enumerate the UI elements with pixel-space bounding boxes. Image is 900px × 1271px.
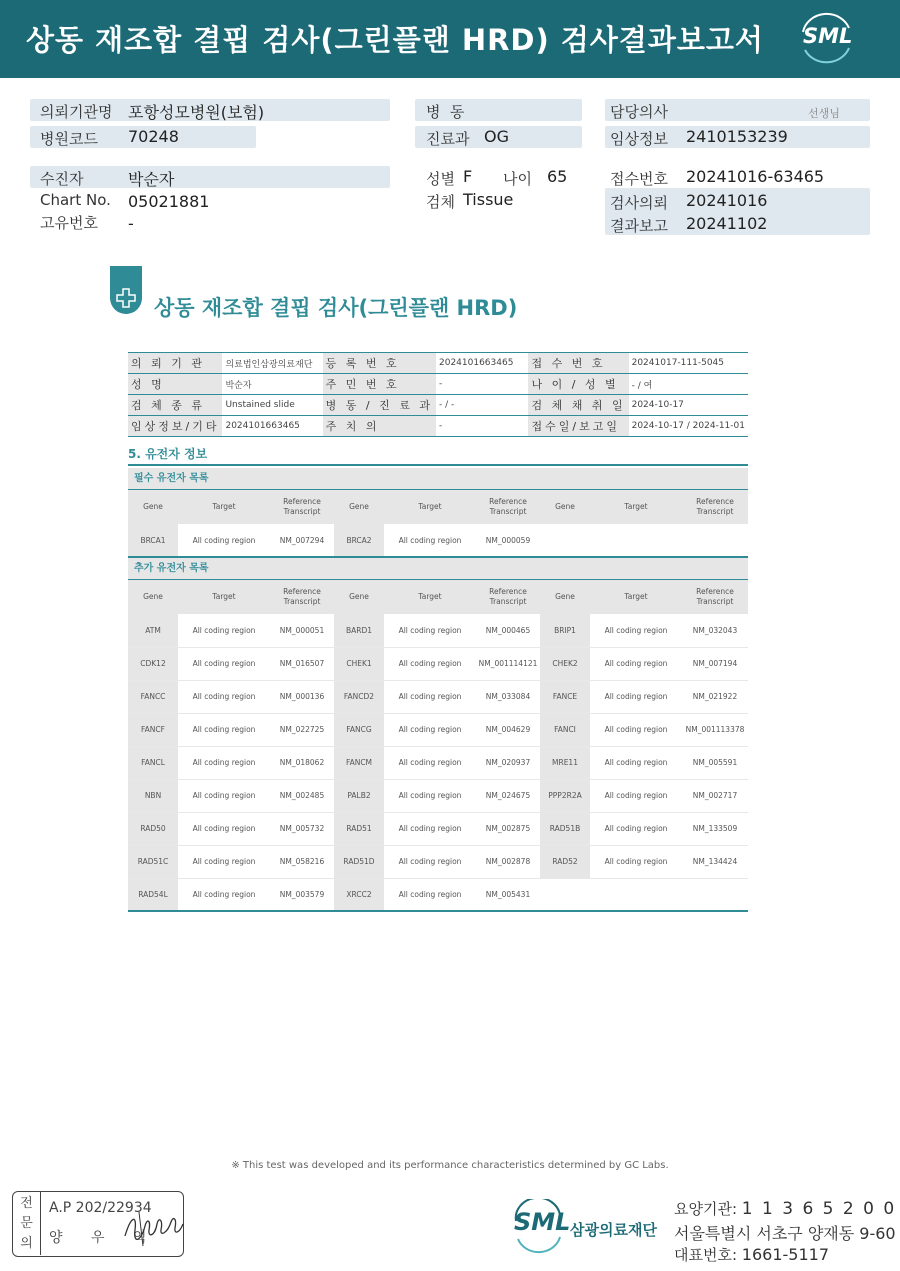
gene-transcript: NM_007194 bbox=[682, 647, 748, 680]
gene-target: All coding region bbox=[178, 614, 270, 647]
gene-table-header-row bbox=[128, 580, 748, 614]
meta-key: 검 체 채 취 일 bbox=[528, 395, 628, 416]
institution-label: 의뢰기관명 bbox=[40, 103, 113, 121]
meta-row bbox=[128, 416, 748, 437]
gene-name: RAD51 bbox=[334, 812, 384, 845]
gene-row bbox=[128, 878, 748, 911]
required-genes-table bbox=[128, 490, 748, 558]
chart-no-value: 05021881 bbox=[128, 192, 210, 211]
gene-target: All coding region bbox=[590, 713, 682, 746]
meta-key: 병 동 / 진 료 과 bbox=[323, 395, 436, 416]
sml-logo-text: SML bbox=[803, 24, 853, 48]
gene-target: All coding region bbox=[590, 614, 682, 647]
section-badge bbox=[110, 266, 142, 314]
gene-target: All coding region bbox=[590, 680, 682, 713]
sex-value: F bbox=[463, 167, 473, 186]
report-meta-table bbox=[128, 352, 748, 437]
section-title: 상동 재조합 결핍 검사(그린플랜 HRD) bbox=[154, 296, 518, 320]
gene-target: All coding region bbox=[384, 680, 476, 713]
gene-target: All coding region bbox=[384, 713, 476, 746]
gene-target bbox=[590, 878, 682, 911]
meta-key: 성 명 bbox=[128, 374, 222, 395]
gene-name: FANCF bbox=[128, 713, 178, 746]
meta-value: - bbox=[436, 416, 528, 437]
meta-key: 나 이 / 성 별 bbox=[528, 374, 628, 395]
meta-value: - / 여 bbox=[629, 374, 748, 395]
gene-target: All coding region bbox=[590, 746, 682, 779]
gene-target: All coding region bbox=[178, 845, 270, 878]
gene-name: RAD50 bbox=[128, 812, 178, 845]
clinical-info-label: 임상정보 bbox=[610, 130, 668, 148]
gene-name: BARD1 bbox=[334, 614, 384, 647]
receipt-no-value: 20241016-63465 bbox=[686, 167, 825, 186]
gene-name: PALB2 bbox=[334, 779, 384, 812]
gene-name: BRIP1 bbox=[540, 614, 590, 647]
gene-transcript: NM_005431 bbox=[476, 878, 540, 911]
gene-target: All coding region bbox=[178, 680, 270, 713]
gene-name: BRCA2 bbox=[334, 524, 384, 557]
institution-no-line bbox=[674, 1198, 896, 1219]
age-label: 나이 bbox=[503, 170, 532, 188]
gene-transcript: NM_002875 bbox=[476, 812, 540, 845]
gene-row bbox=[128, 524, 748, 557]
gene-row bbox=[128, 713, 748, 746]
request-date-label: 검사의뢰 bbox=[610, 194, 668, 212]
gene-transcript: NM_002717 bbox=[682, 779, 748, 812]
signature-icon bbox=[121, 1206, 185, 1250]
gene-target: All coding region bbox=[178, 647, 270, 680]
doctor-label: 담당의사 bbox=[610, 103, 668, 121]
report-header-bar bbox=[0, 0, 900, 78]
meta-key: 의 뢰 기 관 bbox=[128, 353, 222, 374]
gene-target: All coding region bbox=[384, 845, 476, 878]
gene-transcript: NM_005732 bbox=[270, 812, 334, 845]
address: 서울특별시 서초구 양재동 9-60 bbox=[674, 1224, 896, 1243]
gene-transcript: NM_007294 bbox=[270, 524, 334, 557]
department-value: OG bbox=[484, 127, 509, 146]
meta-value: - bbox=[436, 374, 528, 395]
institution-value: 포항성모병원(보험) bbox=[128, 103, 265, 122]
meta-key: 주 치 의 bbox=[323, 416, 436, 437]
gene-target: All coding region bbox=[178, 779, 270, 812]
meta-key: 주 민 번 호 bbox=[323, 374, 436, 395]
column-header: Gene bbox=[128, 490, 178, 524]
gene-transcript: NM_134424 bbox=[682, 845, 748, 878]
stamp-side-char: 전 bbox=[20, 1196, 33, 1211]
gene-name: BRCA1 bbox=[128, 524, 178, 557]
gene-name: XRCC2 bbox=[334, 878, 384, 911]
hospital-code-label: 병원코드 bbox=[40, 130, 98, 148]
gene-row bbox=[128, 647, 748, 680]
column-header: Gene bbox=[334, 490, 384, 524]
clinical-info-value: 2410153239 bbox=[686, 127, 788, 146]
gene-name: RAD54L bbox=[128, 878, 178, 911]
gene-target: All coding region bbox=[178, 524, 270, 557]
meta-value: Unstained slide bbox=[222, 395, 322, 416]
gene-name: FANCC bbox=[128, 680, 178, 713]
report-date-label: 결과보고 bbox=[610, 217, 668, 235]
meta-row bbox=[128, 374, 748, 395]
gene-target: All coding region bbox=[590, 845, 682, 878]
ward-label: 병 동 bbox=[426, 103, 465, 121]
gene-transcript: NM_000465 bbox=[476, 614, 540, 647]
gene-transcript: NM_000059 bbox=[476, 524, 540, 557]
sml-footer-logo-text: SML bbox=[514, 1208, 571, 1236]
stamp-doctor-name: 양 우 익 bbox=[49, 1230, 159, 1246]
gene-name: PPP2R2A bbox=[540, 779, 590, 812]
gene-row bbox=[128, 680, 748, 713]
gene-transcript: NM_000136 bbox=[270, 680, 334, 713]
column-header: Target bbox=[178, 490, 270, 524]
gene-target: All coding region bbox=[590, 647, 682, 680]
gene-transcript: NM_033084 bbox=[476, 680, 540, 713]
gene-name: RAD51D bbox=[334, 845, 384, 878]
gene-transcript: NM_005591 bbox=[682, 746, 748, 779]
additional-genes-heading: 추가 유전자 목록 bbox=[128, 558, 748, 580]
gene-name bbox=[540, 524, 590, 557]
phone-label: 대표번호: bbox=[674, 1246, 742, 1264]
meta-key: 임상정보/기타 bbox=[128, 416, 222, 437]
gene-target: All coding region bbox=[384, 524, 476, 557]
gene-transcript: NM_018062 bbox=[270, 746, 334, 779]
column-header: Gene bbox=[334, 580, 384, 614]
gene-name: MRE11 bbox=[540, 746, 590, 779]
gene-name: FANCM bbox=[334, 746, 384, 779]
gene-name: ATM bbox=[128, 614, 178, 647]
stamp-license-no: A.P 202/22934 bbox=[49, 1200, 152, 1216]
gene-name: CDK12 bbox=[128, 647, 178, 680]
gene-transcript: NM_002878 bbox=[476, 845, 540, 878]
institution-no-value: 1 1 3 6 5 2 0 0 bbox=[741, 1199, 897, 1219]
gene-name bbox=[540, 878, 590, 911]
strip-patient-name bbox=[30, 166, 390, 188]
foundation-name: 삼광의료재단 bbox=[570, 1221, 657, 1239]
gene-name: RAD51B bbox=[540, 812, 590, 845]
doctor-suffix: 선생님 bbox=[808, 107, 840, 120]
gene-name: FANCL bbox=[128, 746, 178, 779]
gene-target: All coding region bbox=[384, 878, 476, 911]
meta-key: 등 록 번 호 bbox=[323, 353, 436, 374]
pathologist-stamp bbox=[12, 1191, 184, 1257]
gene-row bbox=[128, 779, 748, 812]
gene-info-heading: 5. 유전자 정보 bbox=[128, 445, 748, 466]
gene-target: All coding region bbox=[178, 878, 270, 911]
gene-name: FANCE bbox=[540, 680, 590, 713]
gene-transcript: NM_022725 bbox=[270, 713, 334, 746]
meta-value: 2024-10-17 bbox=[629, 395, 748, 416]
report-date-value: 20241102 bbox=[686, 214, 768, 233]
gene-transcript: NM_002485 bbox=[270, 779, 334, 812]
specimen-label: 검체 bbox=[426, 193, 455, 211]
gene-target: All coding region bbox=[178, 713, 270, 746]
gene-transcript: NM_024675 bbox=[476, 779, 540, 812]
required-genes-heading: 필수 유전자 목록 bbox=[128, 468, 748, 490]
meta-value: 2024-10-17 / 2024-11-01 bbox=[629, 416, 748, 437]
column-header: Target bbox=[384, 490, 476, 524]
meta-value: 20241017-111-5045 bbox=[629, 353, 748, 374]
meta-key: 접 수 번 호 bbox=[528, 353, 628, 374]
gene-transcript: NM_003579 bbox=[270, 878, 334, 911]
gene-transcript: NM_004629 bbox=[476, 713, 540, 746]
meta-key: 접수일/보고일 bbox=[528, 416, 628, 437]
gene-name: FANCG bbox=[334, 713, 384, 746]
gene-transcript: NM_000051 bbox=[270, 614, 334, 647]
request-date-value: 20241016 bbox=[686, 191, 768, 210]
gene-transcript: NM_032043 bbox=[682, 614, 748, 647]
stamp-side-char: 의 bbox=[20, 1236, 33, 1251]
footnote: ※ This test was developed and its performance characteristics determined by GC Labs. bbox=[231, 1160, 669, 1171]
meta-key: 검 체 종 류 bbox=[128, 395, 222, 416]
sex-label: 성별 bbox=[426, 170, 455, 188]
gene-transcript: NM_021922 bbox=[682, 680, 748, 713]
gene-name: FANCI bbox=[540, 713, 590, 746]
patient-name-label: 수진자 bbox=[40, 170, 84, 188]
gene-transcript bbox=[682, 524, 748, 557]
specimen-value: Tissue bbox=[463, 190, 514, 209]
gene-transcript: NM_001113378 bbox=[682, 713, 748, 746]
stamp-side-char: 문 bbox=[20, 1216, 33, 1231]
gene-target: All coding region bbox=[384, 614, 476, 647]
hospital-code-value: 70248 bbox=[128, 127, 179, 146]
column-header: Reference Transcript bbox=[476, 490, 540, 524]
meta-value: - / - bbox=[436, 395, 528, 416]
gene-transcript: NM_020937 bbox=[476, 746, 540, 779]
gene-target: All coding region bbox=[178, 746, 270, 779]
meta-value: 박순자 bbox=[222, 374, 322, 395]
gene-target: All coding region bbox=[384, 746, 476, 779]
department-label: 진료과 bbox=[426, 130, 470, 148]
column-header: Reference Transcript bbox=[682, 490, 748, 524]
stamp-side-label bbox=[13, 1192, 41, 1255]
gene-target: All coding region bbox=[590, 812, 682, 845]
institution-no-label: 요양기관: bbox=[674, 1200, 742, 1218]
gene-table-header-row bbox=[128, 490, 748, 524]
phone-value: 1661-5117 bbox=[741, 1245, 830, 1264]
meta-value: 2024101663465 bbox=[222, 416, 322, 437]
column-header: Gene bbox=[540, 580, 590, 614]
column-header: Reference Transcript bbox=[270, 580, 334, 614]
meta-row bbox=[128, 395, 748, 416]
column-header: Target bbox=[590, 490, 682, 524]
gene-target: All coding region bbox=[590, 779, 682, 812]
gene-row bbox=[128, 812, 748, 845]
column-header: Reference Transcript bbox=[682, 580, 748, 614]
embedded-report bbox=[128, 352, 748, 912]
column-header: Reference Transcript bbox=[270, 490, 334, 524]
chart-no-label: Chart No. bbox=[40, 191, 111, 209]
gene-transcript: NM_133509 bbox=[682, 812, 748, 845]
column-header: Gene bbox=[128, 580, 178, 614]
gene-transcript: NM_001114121 bbox=[476, 647, 540, 680]
gene-name: RAD51C bbox=[128, 845, 178, 878]
gene-transcript: NM_058216 bbox=[270, 845, 334, 878]
additional-genes-table bbox=[128, 580, 748, 912]
column-header: Reference Transcript bbox=[476, 580, 540, 614]
gene-name: RAD52 bbox=[540, 845, 590, 878]
dna-plus-icon bbox=[115, 287, 137, 309]
gene-name: NBN bbox=[128, 779, 178, 812]
meta-value: 2024101663465 bbox=[436, 353, 528, 374]
column-header: Target bbox=[590, 580, 682, 614]
gene-name: CHEK2 bbox=[540, 647, 590, 680]
gene-transcript: NM_016507 bbox=[270, 647, 334, 680]
gene-row bbox=[128, 614, 748, 647]
column-header: Target bbox=[178, 580, 270, 614]
column-header: Gene bbox=[540, 490, 590, 524]
gene-target: All coding region bbox=[178, 812, 270, 845]
column-header: Target bbox=[384, 580, 476, 614]
unique-no-label: 고유번호 bbox=[40, 214, 98, 232]
gene-name: FANCD2 bbox=[334, 680, 384, 713]
gene-target: All coding region bbox=[384, 812, 476, 845]
gene-name: CHEK1 bbox=[334, 647, 384, 680]
gene-target: All coding region bbox=[384, 647, 476, 680]
gene-row bbox=[128, 746, 748, 779]
gene-transcript bbox=[682, 878, 748, 911]
patient-name-value: 박순자 bbox=[128, 170, 175, 189]
gene-row bbox=[128, 845, 748, 878]
unique-no-value: - bbox=[128, 214, 134, 233]
meta-row bbox=[128, 353, 748, 374]
meta-value: 의료법인삼광의료재단 bbox=[222, 353, 322, 374]
gene-target: All coding region bbox=[384, 779, 476, 812]
report-title: 상동 재조합 결핍 검사(그린플랜 HRD) 검사결과보고서 bbox=[26, 23, 764, 57]
phone-line bbox=[674, 1244, 829, 1265]
gene-target bbox=[590, 524, 682, 557]
age-value: 65 bbox=[547, 167, 568, 186]
receipt-no-label: 접수번호 bbox=[610, 170, 668, 188]
